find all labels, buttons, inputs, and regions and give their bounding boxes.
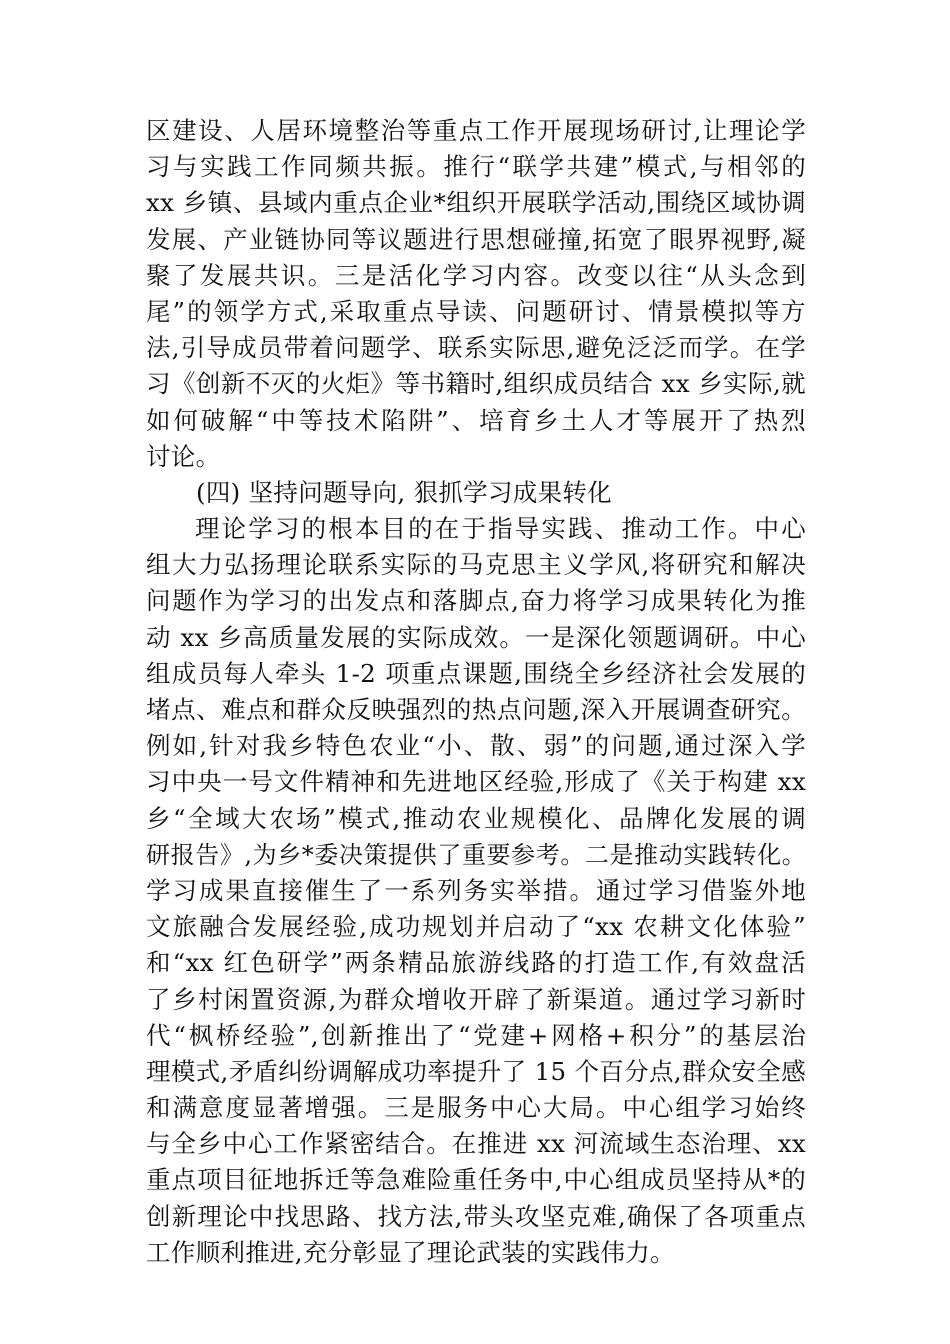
text-line: 乡“全域大农场”模式,推动农业规模化、品牌化发展的调 [146,803,806,833]
text-line: 代“枫桥经验”,创新推出了“党建+网格+积分”的基层治 [146,1020,806,1050]
text-line: 习《创新不灭的火炬》等书籍时,组织成员结合 xx 乡实际,就 [146,369,806,399]
text-line: 聚了发展共识。三是活化学习内容。改变以往“从头念到 [146,260,806,290]
text-line: 习中央一号文件精神和先进地区经验,形成了《关于构建 xx [146,767,806,797]
text-line: 和“xx 红色研学”两条精品旅游线路的打造工作,有效盘活 [146,948,806,978]
text-line: 理论学习的根本目的在于指导实践、推动工作。中心 [195,514,806,544]
text-line: 文旅融合发展经验,成功规划并启动了“xx 农耕文化体验” [146,912,806,942]
text-line: 区建设、人居环境整治等重点工作开展现场研讨,让理论学 [146,116,806,145]
text-line: 动 xx 乡高质量发展的实际成效。一是深化领题调研。中心 [146,622,806,652]
text-line: 组大力弘扬理论联系实际的马克思主义学风,将研究和解决 [146,550,806,580]
text-line: 法,引导成员带着问题学、联系实际思,避免泛泛而学。在学 [146,333,806,363]
text-line: 习与实践工作同频共振。推行“联学共建”模式,与相邻的 [146,152,806,182]
text-line: 讨论。 [146,441,221,471]
paragraph-2 [146,511,806,1271]
text-line: 与全乡中心工作紧密结合。在推进 xx 河流域生态治理、xx [146,1129,806,1159]
text-line: 工作顺利推进,充分彰显了理论武装的实践伟力。 [146,1237,675,1267]
text-line: 学习成果直接催生了一系列务实举措。通过学习借鉴外地 [146,875,806,905]
text-line: xx 乡镇、县域内重点企业*组织开展联学活动,围绕区域协调 [146,188,806,218]
text-line: 问题作为学习的出发点和落脚点,奋力将学习成果转化为推 [146,586,806,616]
section-heading: (四) 坚持问题导向, 狠抓学习成果转化 [196,477,612,507]
text-line: 发展、产业链协同等议题进行思想碰撞,拓宽了眼界视野,凝 [146,224,806,254]
paragraph-1 [146,113,806,475]
text-line: 尾”的领学方式,采取重点导读、问题研讨、情景模拟等方 [146,296,806,326]
text-line: 例如,针对我乡特色农业“小、散、弱”的问题,通过深入学 [146,731,806,761]
text-line: 了乡村闲置资源,为群众增收开辟了新渠道。通过学习新时 [146,984,806,1014]
text-line: 组成员每人牵头 1-2 项重点课题,围绕全乡经济社会发展的 [146,658,806,688]
text-line: 研报告》,为乡*委决策提供了重要参考。二是推动实践转化。 [146,840,806,869]
text-line: 重点项目征地拆迁等急难险重任务中,中心组成员坚持从*的 [146,1165,806,1195]
text-line: 理模式,矛盾纠纷调解成功率提升了 15 个百分点,群众安全感 [146,1056,806,1086]
text-line: 创新理论中找思路、找方法,带头攻坚克难,确保了各项重点 [146,1201,806,1231]
text-line: 堵点、难点和群众反映强烈的热点问题,深入开展调查研究。 [146,695,806,724]
text-line: 和满意度显著增强。三是服务中心大局。中心组学习始终 [146,1093,806,1123]
document-page [146,113,806,1271]
text-line: 如何破解“中等技术陷阱”、培育乡土人才等展开了热烈 [146,405,806,435]
